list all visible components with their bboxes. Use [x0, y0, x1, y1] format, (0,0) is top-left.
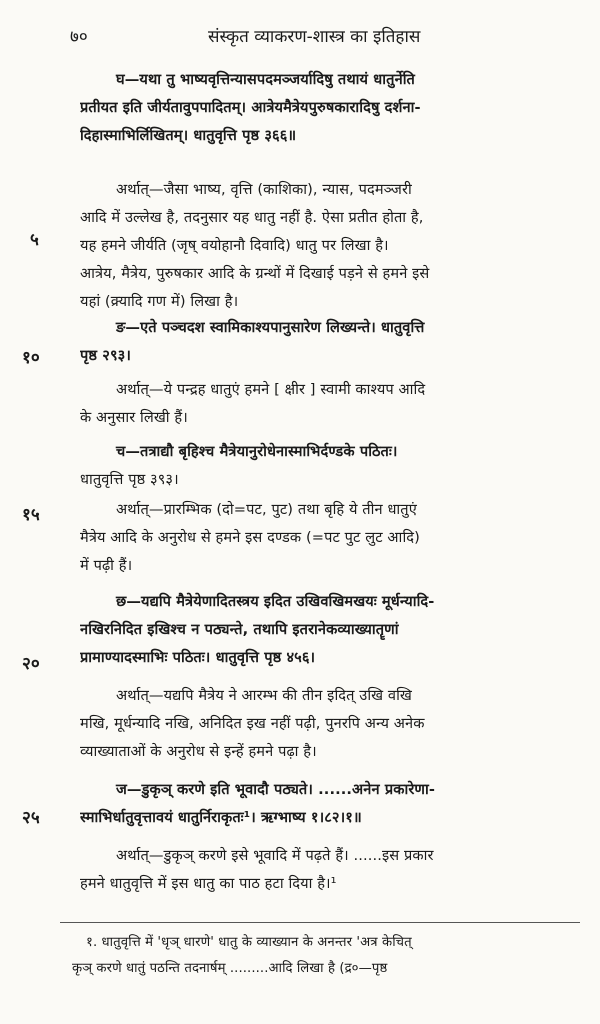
sanskrit-quote-nga [80, 314, 582, 370]
text-line: व्याख्याताओं के अनुरोध से इन्हें हमने पढ़ा है। [80, 743, 317, 760]
margin-line-number: ५ [30, 230, 39, 250]
text-line: अर्थात्—यद्यपि मैत्रेय ने आरम्भ की तीन इदित् उखि वखि [116, 687, 412, 704]
footnote-line: १. धातुवृत्ति में 'धृञ् धारणे' धातु के व्याख्यान के अनन्तर 'अत्र केचित् [86, 935, 412, 950]
footnote [72, 930, 582, 982]
text-line: प्रामाण्यादस्माभिः पठितः। धातुवृत्ति पृष्ठ ४५६। [80, 649, 316, 666]
text-line: स्माभिर्धातुवृत्तावयं धातुर्निराकृतः¹। ऋग्भाष्य १।८२।१॥ [80, 809, 362, 826]
text-line: धातुवृत्ति पृष्ठ ३९३। [80, 471, 179, 488]
text-line: अर्थात्—जैसा भाष्य, वृत्ति (काशिका), न्यास, पदमञ्जरी [116, 181, 412, 198]
hindi-explanation-ja [80, 842, 582, 898]
sanskrit-quote-gha [80, 66, 582, 150]
text-line: अर्थात्—प्रारम्भिक (दो=पट, पुट) तथा बृहि ये तीन धातुएं [116, 501, 417, 518]
text-line: के अनुसार लिखी हैं। [80, 409, 188, 426]
sanskrit-quote-ja [80, 776, 582, 832]
text-line: ङ—एते पञ्चदश स्वामिकाश्यपानुसारेण लिख्यन्ते। धातुवृत्ति [116, 319, 425, 336]
text-line: छ—यद्यपि मैत्रेयेणादितस्त्रय इदित उखिवखिमखयः मूर्धन्यादि- [116, 593, 435, 610]
text-line: में पढ़ी हैं। [80, 557, 133, 574]
text-line: आत्रेय, मैत्रेय, पुरुषकार आदि के ग्रन्थों में दिखाई पड़ने से हमने इसे [80, 265, 430, 282]
hindi-explanation-nga [80, 376, 582, 432]
margin-line-number: २५ [22, 808, 40, 828]
text-line: पृष्ठ २९३। [80, 347, 131, 364]
text-line: च—तत्राद्यौ बृहिश्च मैत्रेयानुरोधेनास्माभिर्दण्डके पठितः। [116, 443, 398, 460]
sanskrit-quote-chha [80, 588, 582, 672]
text-line: अर्थात्—ये पन्द्रह धातुएं हमने [ क्षीर ] स्वामी काश्यप आदि [116, 381, 426, 398]
text-line: यह हमने जीर्यति (जृष् वयोहानौ दिवादि) धातु पर लिखा है। [80, 237, 389, 254]
page-number: ७० [70, 27, 88, 47]
text-line: मैत्रेय आदि के अनुरोध से हमने इस दण्डक (=पट पुट लुट आदि) [80, 529, 420, 546]
footnote-line: कृञ् करणे धातुं पठन्ति तदनार्षम् .........आदि लिखा है (द्र०—पृष्ठ [72, 961, 388, 976]
margin-line-number: १० [22, 348, 40, 368]
text-line: हमने धातुवृत्ति में इस धातु का पाठ हटा दिया है।¹ [80, 875, 337, 892]
sanskrit-quote-cha [80, 438, 582, 494]
margin-line-number: १५ [22, 505, 40, 525]
text-line: नखिरनिदित इखिश्च न पठ्यन्ते, तथापि इतरानेकव्याख्यातॄणां [80, 621, 399, 638]
hindi-explanation-chha [80, 682, 582, 766]
margin-line-number: २० [22, 654, 40, 674]
text-line: अर्थात्—डुकृञ् करणे इसे भूवादि में पढ़ते हैं। ......इस प्रकार [116, 847, 434, 864]
hindi-explanation-gha [80, 176, 582, 316]
hindi-explanation-cha [80, 496, 582, 580]
text-line: आदि में उल्लेख है, तदनुसार यह धातु नहीं है. ऐसा प्रतीत होता है, [80, 209, 424, 226]
text-line: दिहास्माभिर्लिखितम्। धातुवृत्ति पृष्ठ ३६६॥ [80, 127, 297, 144]
text-line: प्रतीयत इति जीर्यतावुपपादितम्। आत्रेयमैत्रेयपुरुषकारादिषु दर्शना- [80, 99, 421, 116]
text-line: घ—यथा तु भाष्यवृत्तिन्यासपदमञ्जर्यादिषु तथायं धातुर्नेति [116, 71, 415, 88]
text-line: यहां (क्र्यादि गण में) लिखा है। [80, 293, 239, 310]
text-line: ज—डुकृञ् करणे इति भूवादौ पठ्यते। ......अनेन प्रकारेणा- [116, 781, 436, 798]
footnote-divider [60, 922, 580, 923]
text-line: मखि, मूर्धन्यादि नखि, अनिदित इख नहीं पढ़ी, पुनरपि अन्य अनेक [80, 715, 425, 732]
running-title: संस्कृत व्याकरण-शास्त्र का इतिहास [208, 27, 421, 47]
